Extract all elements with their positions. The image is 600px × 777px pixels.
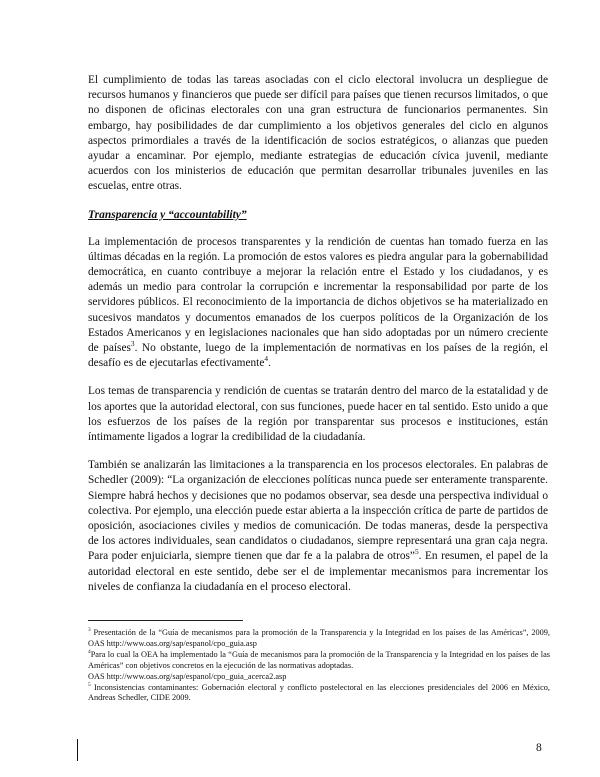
footnote-4-link [88,672,550,683]
paragraph-text: También se analizarán las limitaciones a la transparencia en los procesos electorales. En palabras de Schedler (2009): “La organización de elecciones políticas nunca puede ser enteramente transparente. Siempre habrá hechos y decisiones que no podamos observar, sea desde una perspectiva individual o colectiva. Por ejemplo, una elección puede estar abierta a la inspección crítica de parte de partidos de oposición, asociaciones civiles y medios de comunicación. De todas maneras, desde la perspectiva de los actores individuales, sean candidatos o ciudadanos, siempre representará una gran caja negra. Para poder enjuiciarla, siempre tienen que dar fe a la palabra de otros” [88,459,548,563]
paragraph-text: . [268,357,271,370]
paragraph-text: . En resumen, el papel de la autoridad electoral en este sentido, debe ser el de implementar mecanismos para incrementar los niveles de confianza la ciudadanía en el proceso electoral. [88,550,548,593]
paragraph-text: . No obstante, luego de la implementación de normativas en los países de la región, el desafío es de ejecutarlas efectivamente [88,342,549,370]
footnote-ref-5[interactable]: 5 [414,547,419,557]
paragraph-electoral-cycle: El cumplimiento de todas las tareas asociadas con el ciclo electoral involucra un despliegue de recursos humanos y financieros que puede ser difícil para países que tienen recursos limitados, o que no disponen de oficinas electorales con una gran estructura de funcionarios permanentes. Sin embargo, hay posibilidades de dar cumplimiento a los objetivos generales del ciclo en algunos aspectos primordiales a través de la identificación de socios estratégicos, o alianzas que pueden ayudar a encaminar. Por ejemplo, mediante estrategias de educación cívica juvenil, mediante acuerdos con los ministerios de educación que permitan desarrollar tribunales juveniles en las escuelas, entre otras. [88,74,548,193]
paragraph-statehood: Los temas de transparencia y rendición de cuentas se tratarán dentro del marco de la estatalidad y de los aportes que la autoridad electoral, con sus funciones, puede hacer en tal sentido. Esto unido a que los esfuerzos de los países de la región por transparentar sus procesos e instituciones, están íntimamente ligados a lograr la credibilidad de la ciudadanía. [88,385,548,444]
footnote-ref-4[interactable]: 4 [264,354,269,364]
footnote-text: OAS http://www.oas.org/sap/espanol/cpo_guia_acerca2.asp [88,671,287,681]
paragraph-text: La implementación de procesos transparentes y la rendición de cuentas han tomado fuerza en las últimas décadas en la región. La promoción de estos valores es piedra angular para la gobernabilidad democrática, en cuanto contribuye a mejorar la relación entre el Estado y los ciudadanos, y es además un medio para controlar la corrupción e incrementar la responsabilidad por parte de los servidores públicos. El reconocimiento de la importancia de dichos objetivos se ha materializado en sucesivos mandatos y documentos emanados de los cuerpos políticos de la Organización de los Estados Americanos y en legislaciones nacionales que han sido adoptadas por un número creciente de países [88,235,548,355]
paragraph-limitations [88,458,548,595]
footnotes [88,620,550,704]
paragraph-transparency [88,235,548,372]
footnote-divider [88,620,243,621]
section-heading: Transparencia y “accountability” [88,208,247,221]
footnote-text: Presentación de la “Guía de mecanismos para la promoción de la Transparencia y la Integridad en los países de las Américas”, 2009, OAS http://www.oas.org/sap/espanol/cpo_guia.asp [88,628,550,648]
footnote-number: 5 [88,681,91,688]
body-text [88,73,548,608]
footnote-3 [88,628,550,650]
footnote-number: 4 [88,649,91,656]
footnote-text: Para lo cual la OEA ha implementado la “Guía de mecanismos para la promoción de la Transparencia y la Integridad en los países de las Américas” con objetivos concretos en la ejecución de las normativas adoptadas. [88,649,550,670]
footnote-text: Inconsistencias contaminantes: Gobernación electoral y conflicto postelectoral en las elecciones presidenciales del 2006 en México, Andreas Schedler, CIDE 2009. [88,682,550,703]
page-number: 8 [536,742,542,754]
change-bar [77,739,78,761]
footnote-number: 3 [88,627,91,634]
footnote-5 [88,683,550,705]
footnote-4 [88,650,550,672]
footnote-ref-3[interactable]: 3 [130,339,135,349]
